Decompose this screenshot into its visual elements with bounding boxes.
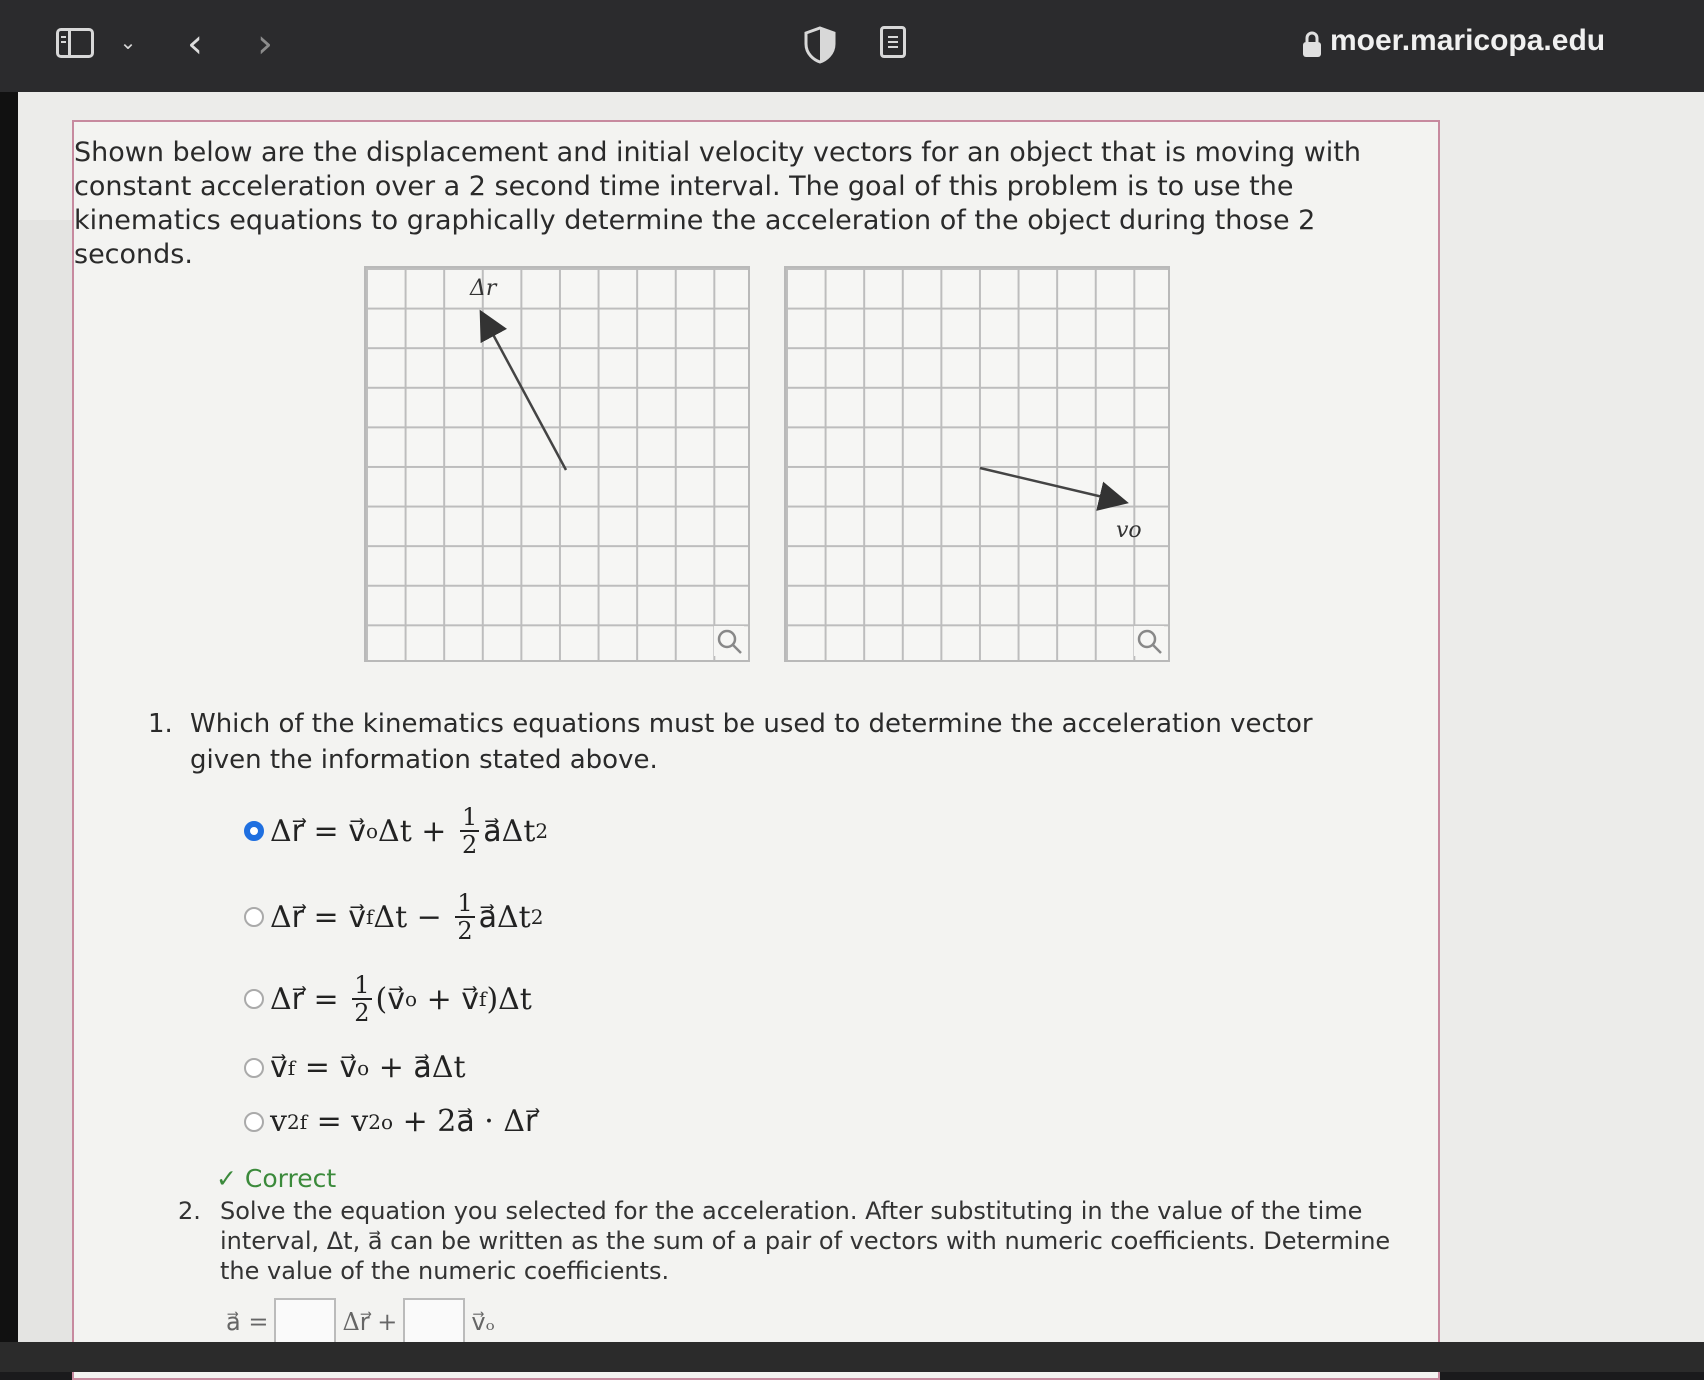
chevron-down-icon[interactable]: ⌄	[119, 30, 137, 54]
equation-option-5: v 2 f = v 2 o + 2 a⃗ · Δ r⃗	[270, 1104, 538, 1139]
shield-icon[interactable]	[804, 26, 836, 64]
equation-option-1: Δ r⃗ = v⃗ o Δt + $\frac{1}{2}$ a⃗ Δt 2	[270, 803, 549, 859]
sidebar-toggle-icon[interactable]	[56, 28, 94, 58]
displacement-term: Δr⃗ +	[342, 1308, 398, 1336]
option-5[interactable]	[244, 1104, 537, 1139]
velocity-grid	[784, 266, 1170, 662]
displacement-grid	[364, 266, 750, 662]
coefficient-2-input[interactable]	[403, 1298, 465, 1346]
coefficient-1-input[interactable]	[274, 1298, 336, 1346]
option-1[interactable]	[244, 804, 548, 858]
equation-option-3: Δ r⃗ = $\frac{1}{2}$ ( v⃗ o + v⃗ f )Δt	[270, 971, 532, 1027]
browser-toolbar	[0, 0, 1704, 92]
equation-option-4: v⃗ f = v⃗ o + a⃗ Δt	[270, 1050, 466, 1085]
question-number: 1.	[148, 709, 173, 739]
answer-row	[226, 1298, 495, 1346]
acceleration-lhs: a⃗ =	[226, 1308, 269, 1336]
correct-feedback: ✓ Correct	[216, 1164, 337, 1193]
displacement-vector	[366, 268, 752, 664]
question-number: 2.	[178, 1197, 201, 1225]
option-2[interactable]	[244, 890, 543, 944]
radio-unselected[interactable]	[244, 989, 264, 1009]
question-text: Which of the kinematics equations must be used to determine the acceleration vector given the information stated above.	[190, 709, 1313, 775]
option-4[interactable]	[244, 1050, 466, 1085]
lock-icon	[1302, 30, 1322, 58]
velocity-vector	[786, 268, 1172, 664]
zoom-icon[interactable]	[714, 626, 744, 656]
reader-icon[interactable]	[880, 26, 906, 58]
zoom-icon[interactable]	[1134, 626, 1164, 656]
forward-arrow-icon[interactable]: ›	[257, 21, 273, 67]
back-arrow-icon[interactable]: ‹	[187, 21, 203, 67]
velocity-label: vo	[1116, 518, 1142, 543]
address-bar-url[interactable]: moer.maricopa.edu	[1330, 24, 1606, 57]
problem-intro: Shown below are the displacement and initial velocity vectors for an object that is moving with constant acceleration over a 2 second time interval. The goal of this problem is to use the kinematics equations to graphically determine the acceleration of the object during those 2 seconds.	[74, 137, 1361, 270]
equation-option-2: Δ r⃗ = v⃗ f Δt − $\frac{1}{2}$ a⃗ Δt 2	[270, 889, 544, 945]
radio-unselected[interactable]	[244, 1058, 264, 1078]
option-3[interactable]	[244, 972, 532, 1026]
velocity-term: v⃗ₒ	[471, 1308, 495, 1336]
radio-unselected[interactable]	[244, 907, 264, 927]
screen-bezel	[0, 92, 18, 1372]
question-text: Solve the equation you selected for the acceleration. After substituting in the value of the time interval, Δt, a⃗ can be written as the sum of a pair of vectors with numeric coefficients. Determine the value of the numeric coefficients.	[220, 1197, 1391, 1285]
radio-selected[interactable]	[244, 821, 264, 841]
radio-unselected[interactable]	[244, 1112, 264, 1132]
screen-bottom-edge	[0, 1342, 1704, 1372]
displacement-label: Δr	[470, 276, 497, 301]
